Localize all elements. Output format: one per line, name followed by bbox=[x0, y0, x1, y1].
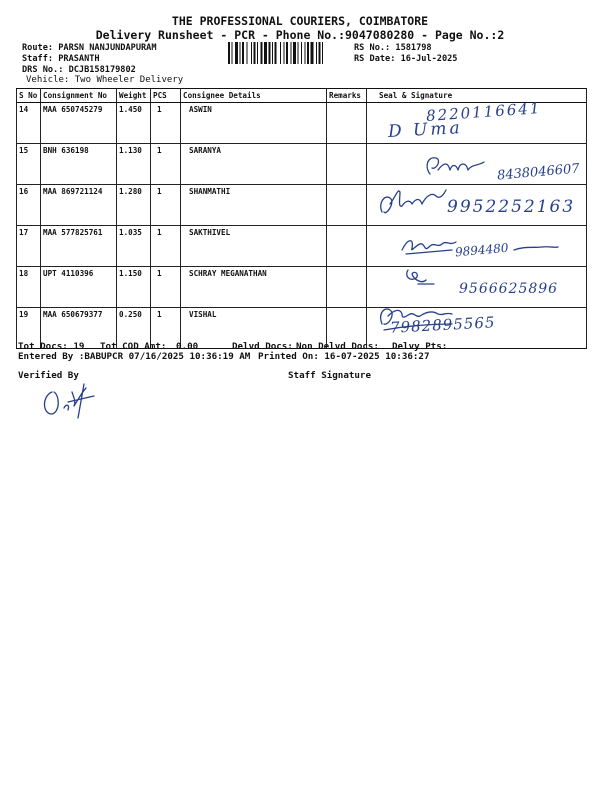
cell-consignee: VISHAL bbox=[181, 308, 327, 349]
cell-consignee: SAKTHIVEL bbox=[181, 226, 327, 267]
cell-pcs: 1 bbox=[151, 267, 181, 308]
barcode-bar bbox=[242, 42, 244, 64]
cell-sno: 15 bbox=[17, 144, 41, 185]
cell-weight: 0.250 bbox=[117, 308, 151, 349]
barcode-bar bbox=[291, 42, 292, 64]
handwritten-phone-row16: 9952252163 bbox=[447, 197, 576, 217]
col-header-consignee: Consignee Details bbox=[181, 89, 327, 103]
handwritten-phone-row19: 7982895565 bbox=[389, 313, 496, 337]
printed-on: Printed On: 16-07-2025 10:36:27 bbox=[258, 351, 430, 362]
drs-label: DRS No.: DCJB158179802 bbox=[22, 65, 136, 75]
verified-by-label: Verified By bbox=[18, 370, 79, 381]
vehicle-label: Vehicle: Two Wheeler Delivery bbox=[26, 75, 184, 85]
barcode-bar bbox=[275, 42, 277, 64]
col-header-consignment: Consignment No bbox=[41, 89, 117, 103]
cell-remarks bbox=[327, 226, 367, 267]
barcode-bar bbox=[298, 42, 299, 64]
barcode-bar bbox=[305, 42, 306, 64]
handwritten-phone-row17: 9894480 bbox=[454, 240, 509, 260]
barcode-bar bbox=[228, 42, 230, 64]
signature-row15 bbox=[420, 152, 490, 182]
barcode-bar bbox=[264, 42, 267, 64]
barcode-bar bbox=[240, 42, 241, 64]
col-header-sno: S No bbox=[17, 89, 41, 103]
cell-consignment: MAA 577825761 bbox=[41, 226, 117, 267]
staff-signature-label: Staff Signature bbox=[288, 370, 371, 381]
barcode-bar bbox=[301, 42, 302, 64]
cell-consignment: MAA 650679377 bbox=[41, 308, 117, 349]
cell-pcs: 1 bbox=[151, 226, 181, 267]
col-header-remarks: Remarks bbox=[327, 89, 367, 103]
staff-label: Staff: PRASANTH bbox=[22, 54, 100, 64]
route-label: Route: PARSN NANJUNDAPURAM bbox=[22, 43, 157, 53]
signature-row18 bbox=[400, 264, 440, 290]
cell-pcs: 1 bbox=[151, 103, 181, 144]
barcode-bar bbox=[307, 42, 309, 64]
barcode-bar bbox=[261, 42, 263, 64]
barcode-bar bbox=[316, 42, 317, 64]
runsheet-subtitle: Delivery Runsheet - PCR - Phone No.:9047080280 - Page No.:2 bbox=[95, 28, 505, 42]
barcode-bar bbox=[247, 42, 248, 64]
signature-row16 bbox=[376, 182, 448, 222]
delivered-docs: Delvd Docs: bbox=[232, 341, 293, 352]
barcode-graphic bbox=[228, 42, 348, 64]
cell-sno: 14 bbox=[17, 103, 41, 144]
barcode-bar bbox=[284, 42, 285, 64]
cell-remarks bbox=[327, 267, 367, 308]
cell-weight: 1.035 bbox=[117, 226, 151, 267]
barcode-bar bbox=[257, 42, 258, 64]
handwritten-name-row14: D Uma bbox=[387, 118, 464, 142]
col-header-weight: Weight bbox=[117, 89, 151, 103]
cell-pcs: 1 bbox=[151, 144, 181, 185]
cell-weight: 1.280 bbox=[117, 185, 151, 226]
col-header-pcs: PCS bbox=[151, 89, 181, 103]
delivery-points: Delvy Pts: bbox=[392, 341, 448, 352]
cell-sno: 18 bbox=[17, 267, 41, 308]
entered-by: Entered By :BABUPCR 07/16/2025 10:36:19 AM bbox=[18, 351, 251, 362]
barcode-bar bbox=[269, 42, 271, 64]
barcode-bar bbox=[319, 42, 321, 64]
cell-consignee: ASWIN bbox=[181, 103, 327, 144]
cell-pcs: 1 bbox=[151, 308, 181, 349]
barcode-bar bbox=[311, 42, 314, 64]
total-docs: Tot Docs: 19 bbox=[18, 341, 85, 352]
cell-pcs: 1 bbox=[151, 185, 181, 226]
cell-consignee: SARANYA bbox=[181, 144, 327, 185]
cell-remarks bbox=[327, 144, 367, 185]
signature-row17 bbox=[398, 232, 458, 258]
barcode-bar bbox=[272, 42, 273, 64]
total-cod-label: Tot COD Amt: bbox=[100, 341, 167, 352]
non-delivered-docs: Non Delvd Docs: bbox=[296, 341, 379, 352]
barcode-bar bbox=[293, 42, 296, 64]
cell-consignment: MAA 650745279 bbox=[41, 103, 117, 144]
rs-date: RS Date: 16-Jul-2025 bbox=[354, 54, 458, 64]
cell-remarks bbox=[327, 103, 367, 144]
barcode-bar bbox=[235, 42, 238, 64]
total-cod-value: 0.00 bbox=[176, 341, 199, 352]
col-header-signature: Seal & Signature bbox=[367, 89, 587, 103]
strike-mark-row17 bbox=[512, 242, 560, 254]
cell-weight: 1.450 bbox=[117, 103, 151, 144]
cell-weight: 1.150 bbox=[117, 267, 151, 308]
cell-consignee: SHANMATHI bbox=[181, 185, 327, 226]
cell-sno: 16 bbox=[17, 185, 41, 226]
company-title: THE PROFESSIONAL COURIERS, COIMBATORE bbox=[171, 14, 429, 28]
handwritten-phone-row15: 8438046607 bbox=[496, 161, 581, 184]
barcode-bar bbox=[232, 42, 233, 64]
cell-consignment: MAA 869721124 bbox=[41, 185, 117, 226]
runsheet-table bbox=[16, 88, 587, 349]
barcode-bar bbox=[254, 42, 256, 64]
barcode-bar bbox=[280, 42, 281, 64]
cell-consignment: BNH 636198 bbox=[41, 144, 117, 185]
cell-sno: 19 bbox=[17, 308, 41, 349]
table-header-row bbox=[17, 89, 587, 103]
barcode-bar bbox=[286, 42, 288, 64]
cell-remarks bbox=[327, 185, 367, 226]
handwritten-phone-row14: 8220116641 bbox=[425, 98, 542, 126]
barcode-bar bbox=[251, 42, 252, 64]
cell-consignment: UPT 4110396 bbox=[41, 267, 117, 308]
rs-number: RS No.: 1581798 bbox=[354, 43, 432, 53]
cell-consignee: SCHRAY MEGANATHAN bbox=[181, 267, 327, 308]
barcode-bar bbox=[322, 42, 323, 64]
cell-weight: 1.130 bbox=[117, 144, 151, 185]
handwritten-phone-row18: 9566625896 bbox=[459, 281, 559, 297]
verified-by-signature bbox=[38, 378, 98, 424]
cell-sno: 17 bbox=[17, 226, 41, 267]
